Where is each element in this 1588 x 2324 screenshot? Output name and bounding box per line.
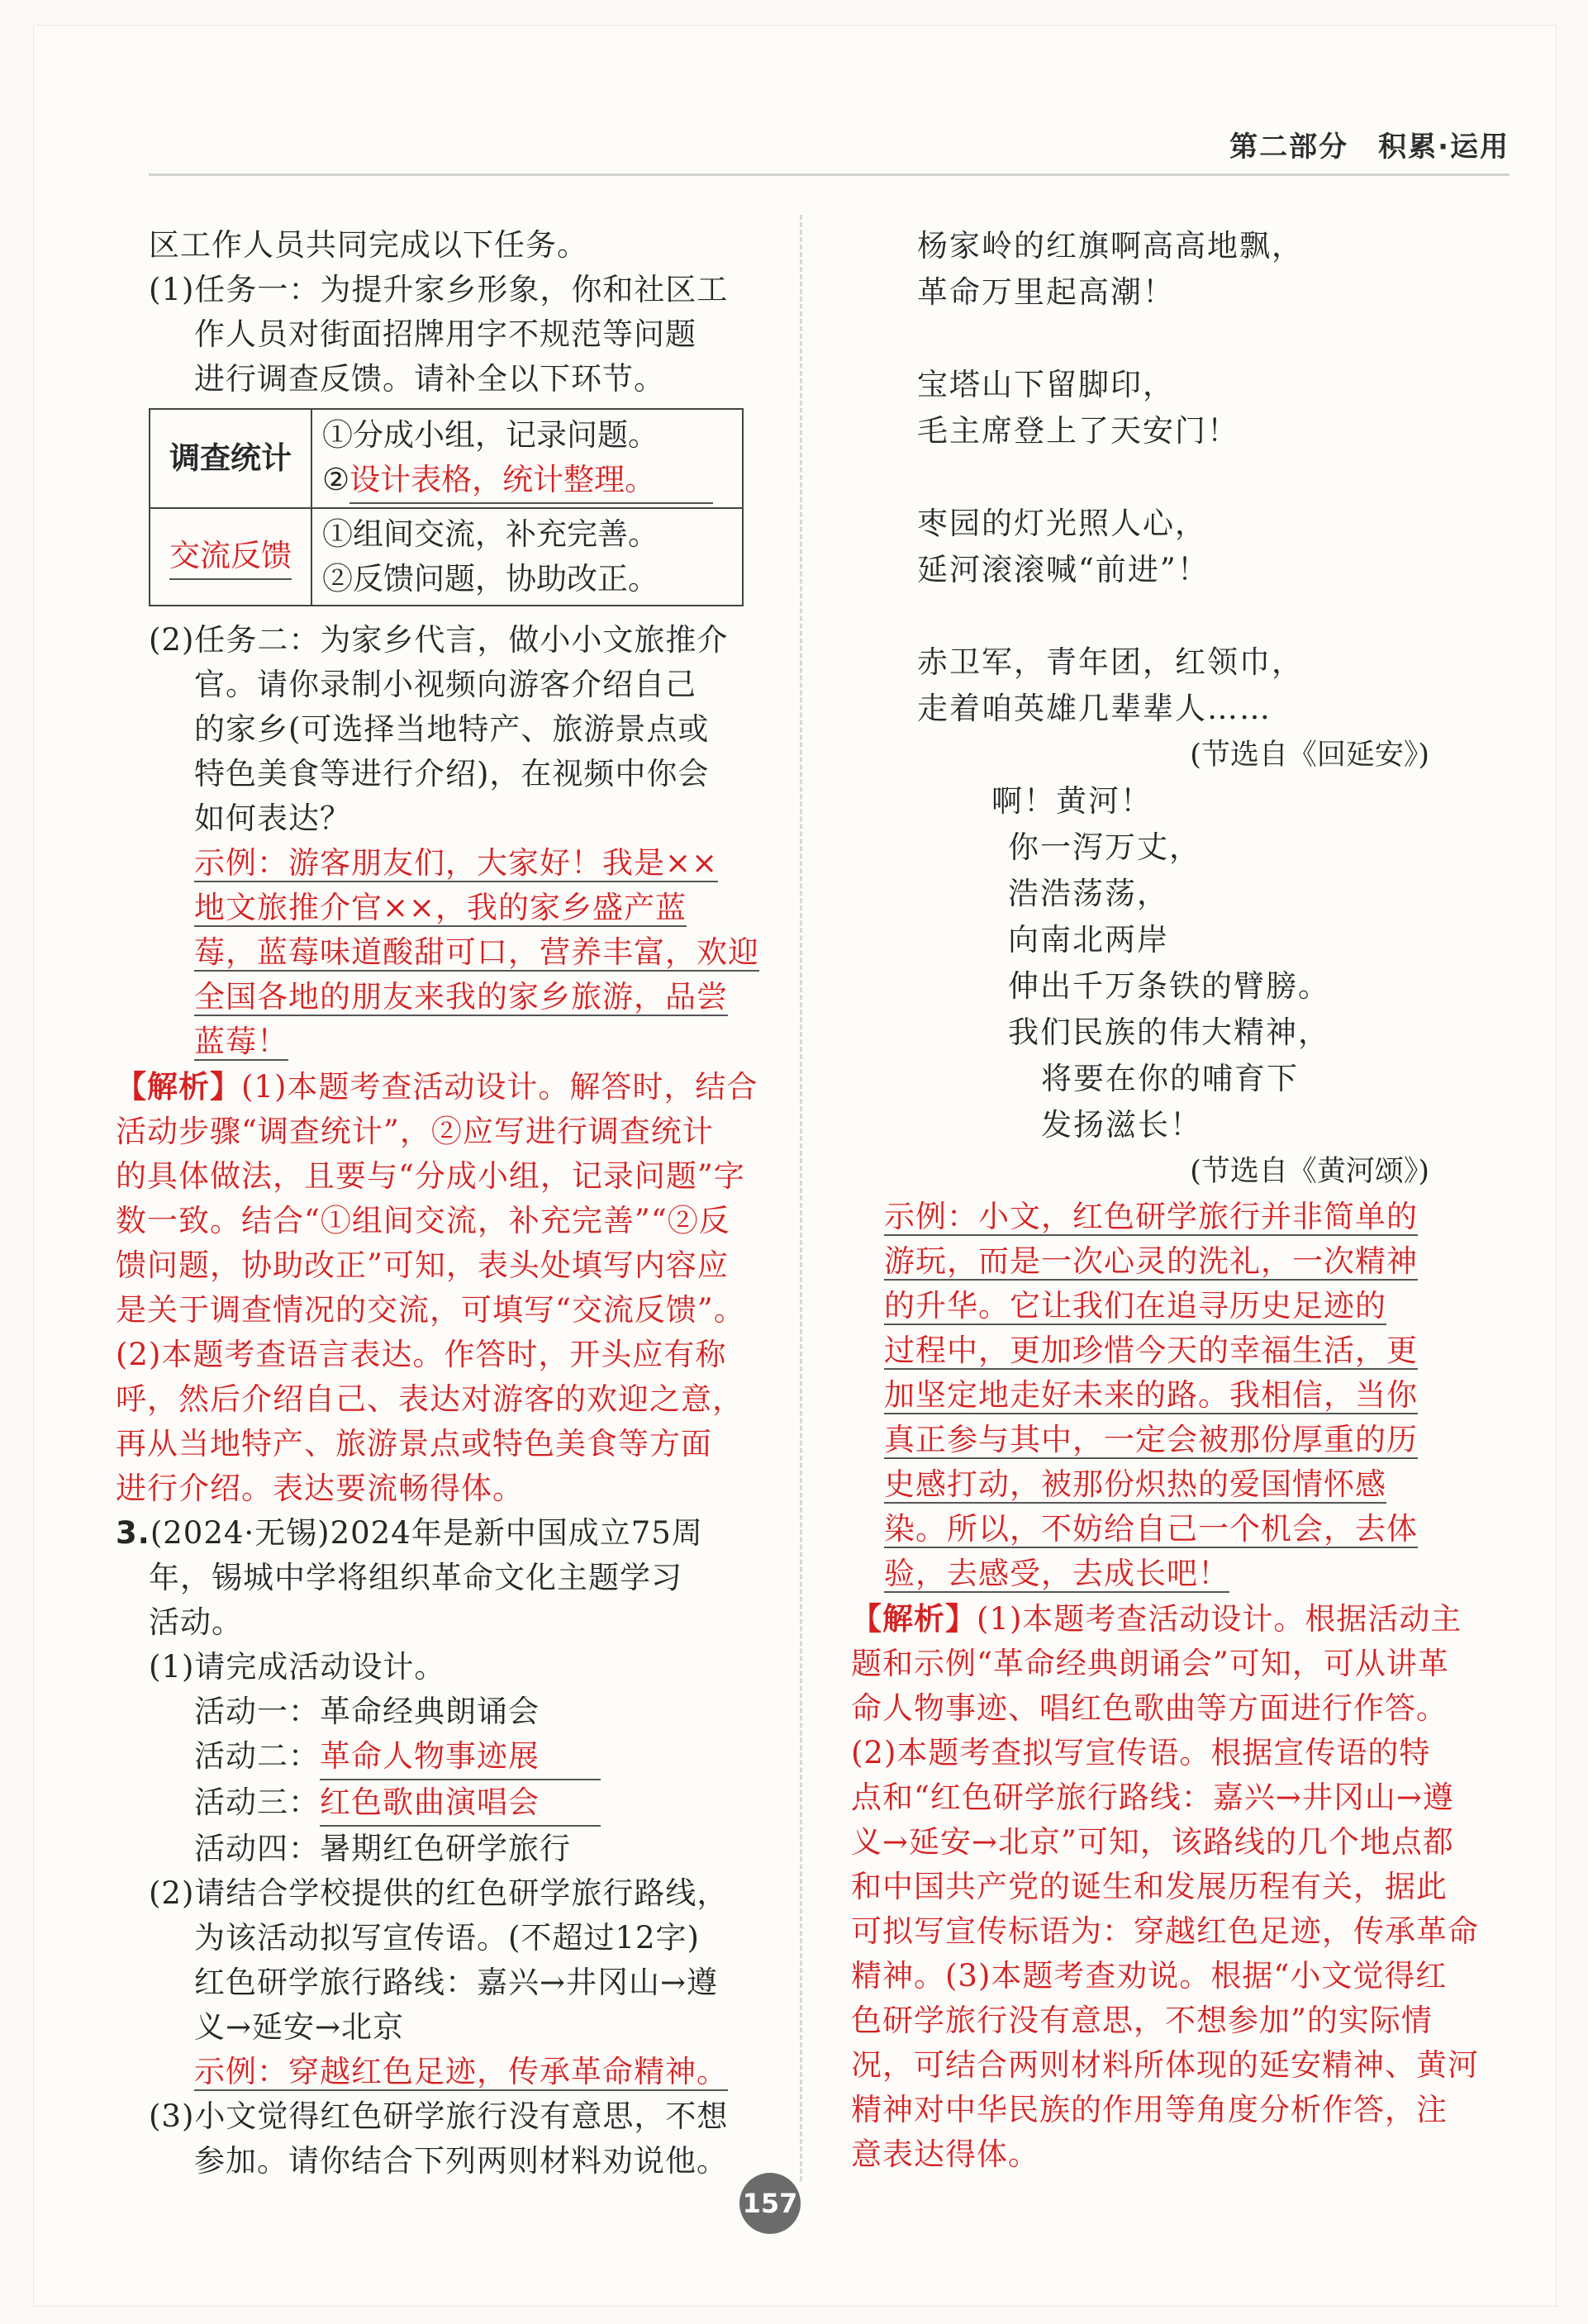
step-number: ② <box>322 462 350 497</box>
answer-line: 过程中，更加珍惜今天的幸福生活，更 <box>884 1333 1418 1368</box>
task2-line: 官。请你录制小视频向游客介绍自己 <box>194 667 697 702</box>
analysis-line: 活动步骤“调查统计”，②应写进行调查统计 <box>116 1114 714 1149</box>
poem-line: 将要在你的哺育下 <box>1041 1061 1299 1096</box>
filled-answer: 交流反馈 <box>169 534 292 580</box>
page-number: 157 <box>739 2173 801 2234</box>
table-step: ①分成小组，记录问题。 <box>322 417 658 453</box>
poem-line: 革命万里起高潮！ <box>917 274 1175 310</box>
running-header: 第二部分 积累·运用 <box>1229 131 1510 164</box>
activity-1: 活动一：革命经典朗诵会 <box>194 1694 540 1729</box>
analysis-line: (2)本题考查语言表达。作答时，开头应有称 <box>116 1337 727 1372</box>
answer-line: 示例：穿越红色足迹，传承革命精神。 <box>194 2054 728 2089</box>
analysis-line: 色研学旅行没有意思，不想参加”的实际情 <box>851 2003 1433 2038</box>
answer-line: 游玩，而是一次心灵的洗礼，一次精神 <box>884 1243 1418 1279</box>
intro-line: 区工作人员共同完成以下任务。 <box>149 227 588 263</box>
analysis-line: 精神对中华民族的作用等角度分析作答，注 <box>851 2092 1448 2127</box>
question-number: 3. <box>116 1515 150 1551</box>
answer-line: 示例：游客朋友们，大家好！我是×× <box>194 845 719 881</box>
analysis-line: 进行介绍。表达要流畅得体。 <box>116 1471 524 1506</box>
table-step: ①组间交流，补充完善。 <box>322 516 658 552</box>
task2-line: (2)任务二：为家乡代言，做小小文旅推介 <box>149 622 729 658</box>
poem-line: 赤卫军，青年团，红领巾， <box>917 644 1304 680</box>
table-label-feedback <box>150 508 311 606</box>
task1-line: 进行调查反馈。请补全以下环节。 <box>194 361 665 397</box>
q3-sub2-line: 义→延安→北京 <box>194 2009 405 2045</box>
left-column <box>116 223 759 2184</box>
question-3-line: 活动。 <box>149 1604 243 1640</box>
analysis-line: 的具体做法，且要与“分成小组，记录问题”字 <box>116 1158 745 1194</box>
analysis-line: 意表达得体。 <box>851 2136 1039 2172</box>
table-label-survey: 调查统计 <box>150 409 311 508</box>
poem-line: 你一泻万丈， <box>1008 829 1201 865</box>
poem-line: 毛主席登上了天安门！ <box>917 413 1239 449</box>
analysis-line: 【解析】(1)本题考查活动设计。解答时，结合 <box>116 1068 758 1105</box>
q3-sub2-line: 红色研学旅行路线：嘉兴→井冈山→遵 <box>194 1965 719 2000</box>
right-column <box>851 223 1479 2177</box>
q3-sub1: (1)请完成活动设计。 <box>149 1649 446 1685</box>
question-3-line: 3.(2024·无锡)2024年是新中国成立75周 <box>116 1515 703 1551</box>
q3-sub3-line: (3)小文觉得红色研学旅行没有意思，不想 <box>149 2098 729 2134</box>
poem-line: 枣园的灯光照人心， <box>917 506 1207 541</box>
poem-line: 我们民族的伟大精神， <box>1008 1015 1330 1050</box>
answer-line: 验，去感受，去成长吧！ <box>884 1556 1229 1591</box>
answer-line: 的升华。它让我们在追寻历史足迹的 <box>884 1288 1386 1324</box>
table-step <box>322 458 732 504</box>
answer-line: 全国各地的朋友来我的家乡旅游，品尝 <box>194 979 728 1015</box>
q3-sub2-line: 为该活动拟写宣传语。(不超过12字) <box>194 1920 700 1956</box>
poem-line: 发扬滋长！ <box>1041 1107 1202 1143</box>
analysis-line: 况，可结合两则材料所体现的延安精神、黄河 <box>851 2047 1479 2083</box>
analysis-line: 是关于调查情况的交流，可填写“交流反馈”。 <box>116 1292 745 1328</box>
task1-line: 作人员对街面招牌用字不规范等问题 <box>194 316 697 352</box>
analysis-tag: 【解析】 <box>851 1600 977 1637</box>
analysis-line: 点和“红色研学旅行路线：嘉兴→井冈山→遵 <box>851 1780 1454 1815</box>
answer-line: 地文旅推介官××，我的家乡盛产蓝 <box>194 890 687 925</box>
activity-4: 活动四：暑期红色研学旅行 <box>194 1831 571 1866</box>
analysis-line: (2)本题考查拟写宣传语。根据宣传语的特 <box>851 1735 1431 1770</box>
question-3-line: 年，锡城中学将组织革命文化主题学习 <box>149 1560 682 1595</box>
q3-sub3-line: 参加。请你结合下列两则材料劝说他。 <box>194 2143 728 2179</box>
analysis-tag: 【解析】 <box>116 1068 241 1105</box>
analysis-line: 精神。(3)本题考查劝说。根据“小文觉得红 <box>851 1958 1448 1994</box>
table-cell <box>311 508 743 606</box>
survey-table <box>149 408 744 606</box>
analysis-line: 命人物事迹、唱红色歌曲等方面进行作答。 <box>851 1690 1448 1726</box>
task2-line: 特色美食等进行介绍)，在视频中你会 <box>194 756 710 791</box>
poem-line: 延河滚滚喊“前进”！ <box>917 552 1210 587</box>
task2-line: 如何表达？ <box>194 801 351 836</box>
poem-line: 走着咱英雄几辈辈人…… <box>917 691 1272 726</box>
activity-3: 活动三：红色歌曲演唱会 <box>149 1780 744 1827</box>
analysis-line: 再从当地特产、旅游景点或特色美食等方面 <box>116 1426 712 1461</box>
poem-line: 向南北两岸 <box>1008 922 1169 958</box>
table-cell <box>311 409 743 508</box>
answer-line: 染。所以，不妨给自己一个机会，去体 <box>884 1511 1418 1547</box>
header-rule <box>149 173 1510 176</box>
answer-line: 真正参与其中，一定会被那份厚重的历 <box>884 1422 1418 1457</box>
filled-answer: 设计表格，统计整理。 <box>349 458 713 504</box>
q3-sub2-line: (2)请结合学校提供的红色研学旅行路线， <box>149 1875 729 1911</box>
task1-line: (1)任务一：为提升家乡形象，你和社区工 <box>149 272 729 307</box>
analysis-line: 可拟写宣传标语为：穿越红色足迹，传承革命 <box>851 1913 1479 1949</box>
answer-line: 加坚定地走好未来的路。我相信，当你 <box>884 1377 1418 1413</box>
poem-line: 浩浩荡荡， <box>1008 876 1169 911</box>
analysis-line: 馈问题，协助改正”可知，表头处填写内容应 <box>116 1248 729 1283</box>
poem-line: 杨家岭的红旗啊高高地飘， <box>917 228 1304 264</box>
analysis-line: 义→延安→北京”可知，该路线的几个地点都 <box>851 1824 1454 1860</box>
table-step: ②反馈问题，协助改正。 <box>322 561 658 596</box>
analysis-line: 数一致。结合“①组间交流，补充完善”“②反 <box>116 1203 730 1238</box>
column-divider <box>800 215 802 2181</box>
analysis-line: 呼，然后介绍自己、表达对游客的欢迎之意， <box>116 1381 744 1417</box>
analysis-line: 题和示例“革命经典朗诵会”可知，可从讲革 <box>851 1646 1449 1681</box>
answer-line: 莓，蓝莓味道酸甜可口，营养丰富，欢迎 <box>194 934 759 970</box>
poem-line: 伸出千万条铁的臂膀。 <box>1008 968 1330 1004</box>
analysis-line: 【解析】(1)本题考查活动设计。根据活动主 <box>851 1600 1462 1637</box>
answer-line: 示例：小文，红色研学旅行并非简单的 <box>884 1199 1418 1234</box>
poem-source: (节选自《黄河颂》) <box>1190 1155 1429 1188</box>
analysis-line: 和中国共产党的诞生和发展历程有关，据此 <box>851 1869 1448 1904</box>
filled-answer: 红色歌曲演唱会 <box>320 1780 601 1827</box>
task2-line: 的家乡(可选择当地特产、旅游景点或 <box>194 711 710 747</box>
poem-line: 啊！黄河！ <box>991 783 1153 819</box>
filled-answer: 革命人物事迹展 <box>320 1734 601 1780</box>
answer-line: 史感打动，被那份炽热的爱国情怀感 <box>884 1466 1386 1502</box>
activity-2: 活动二：革命人物事迹展 <box>149 1734 744 1780</box>
poem-line: 宝塔山下留脚印， <box>917 367 1175 402</box>
answer-line: 蓝莓！ <box>194 1024 288 1059</box>
poem-source: (节选自《回延安》) <box>1190 739 1429 772</box>
